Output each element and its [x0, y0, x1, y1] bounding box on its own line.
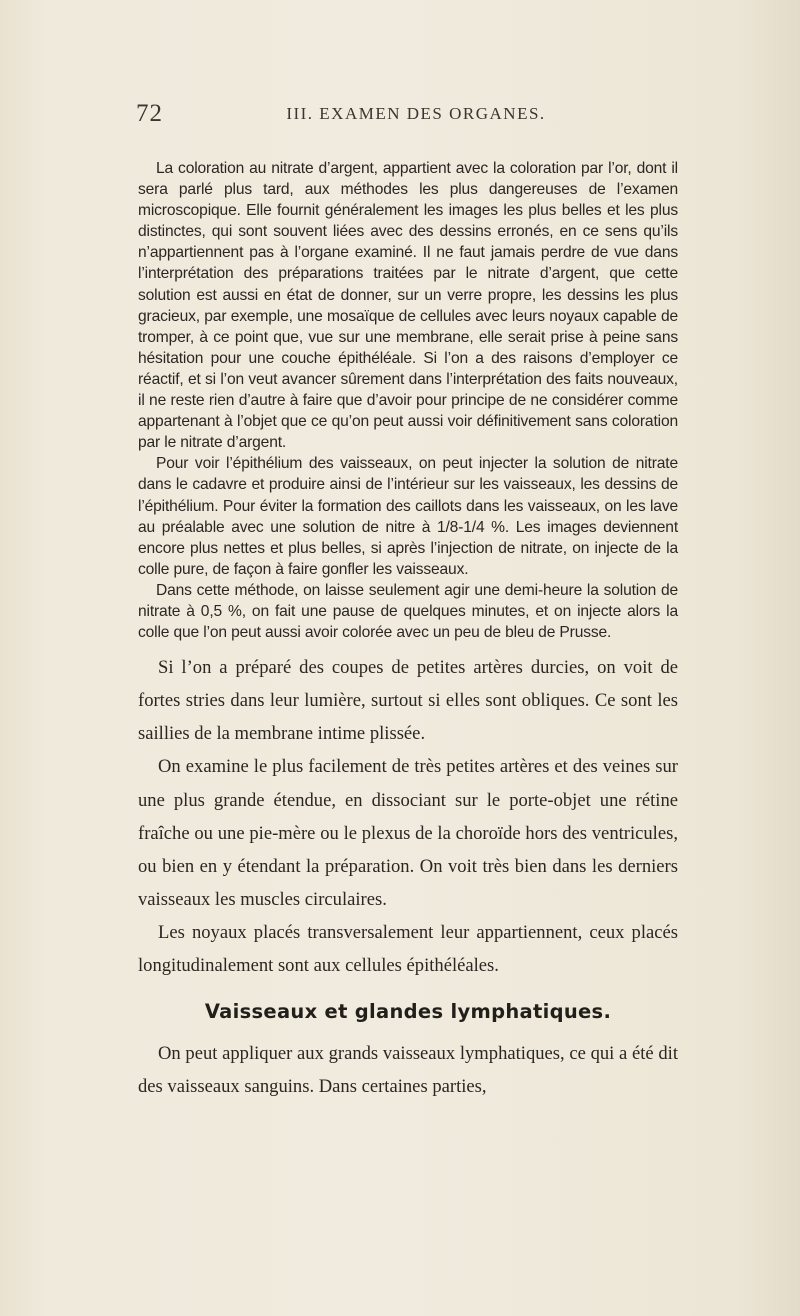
running-head: III. EXAMEN DES ORGANES. [286, 104, 546, 123]
paragraph-silver-nitrate: La coloration au nitrate d’argent, appartient avec la coloration par l’or, dont il sera parlé plus tard, aux méthodes les plus dangereuses de l’examen microscopique. Elle fournit généralement les images les plus belles et les plus distinctes, qui sont souvent liées avec des dessins erronés, en ce sens qu’ils n’appartiennent pas à l’organe examiné. Il ne faut jamais perdre de vue dans l’interprétation des préparations traitées par le nitrate d’argent, que cette solution est aussi en état de donner, sur un verre propre, les dessins les plus gracieux, par exemple, une mosaïque de cellules avec leurs noyaux capable de tromper, à ce point que, vue sur une membrane, elle serait prise à peine sans hésitation pour une couche épithéléale. Si l’on a des raisons d’employer ce réactif, et si l’on veut avancer sûrement dans l’interprétation des faits nouveaux, il ne reste rien d’autre à faire que d’avoir pour principe de ne considérer comme appartenant à l’objet que ce qu’on peut aussi voir définitivement sans coloration par le nitrate d’argent. [138, 160, 678, 452]
paragraph-arteries-sections: Si l’on a préparé des coupes de petites artères durcies, on voit de fortes stries dans leur lumière, surtout si elles sont obliques. Ce sont les saillies de la membrane intime plissée. [138, 657, 678, 745]
paragraph-nuclei: Les noyaux placés transversalement leur appartiennent, ceux placés longitudinalement sont aux cellules épithéléales. [138, 921, 678, 976]
section-heading: Vaisseaux et glandes lymphatiques. [204, 1000, 612, 1024]
paragraph-vessel-epithelium: Pour voir l’épithélium des vaisseaux, on peut injecter la solution de nitrate dans le cadavre et produire ainsi de l’intérieur sur les vaisseaux, les dessins de l’épithélium. Pour éviter la formation des caillots dans les vaisseaux, on les lave au préalable avec une solution de nitre à 1/8-1/4 %. Les images deviennent encore plus nettes et plus belles, si après l’injection de nitrate, on injecte de la colle pure, de façon à faire gonfler les vaisseaux. [138, 455, 678, 578]
paragraph-lymphatics: On peut appliquer aux grands vaisseaux lymphatiques, ce qui a été dit des vaisseaux sanguins. Dans certaines parties, [138, 1043, 678, 1098]
page-header [136, 100, 676, 130]
paragraph-method: Dans cette méthode, on laisse seulement agir une demi-heure la solution de nitrate à 0,5 %, on fait une pause de quelques minutes, et on injecte alors la colle que l’on peut aussi avoir colorée avec un peu de bleu de Prusse. [138, 581, 678, 642]
page-number: 72 [136, 100, 163, 127]
paragraph-small-arteries: On examine le plus facilement de très petites artères et des veines sur une plus grande étendue, en dissociant sur le porte-objet une rétine fraîche ou une pie-mère ou le plexus de la choroïde hors des ventricules, ou bien en y étendant la préparation. On voit très bien dans les derniers vaisseaux les muscles circulaires. [138, 756, 678, 910]
body-text [138, 158, 678, 1103]
